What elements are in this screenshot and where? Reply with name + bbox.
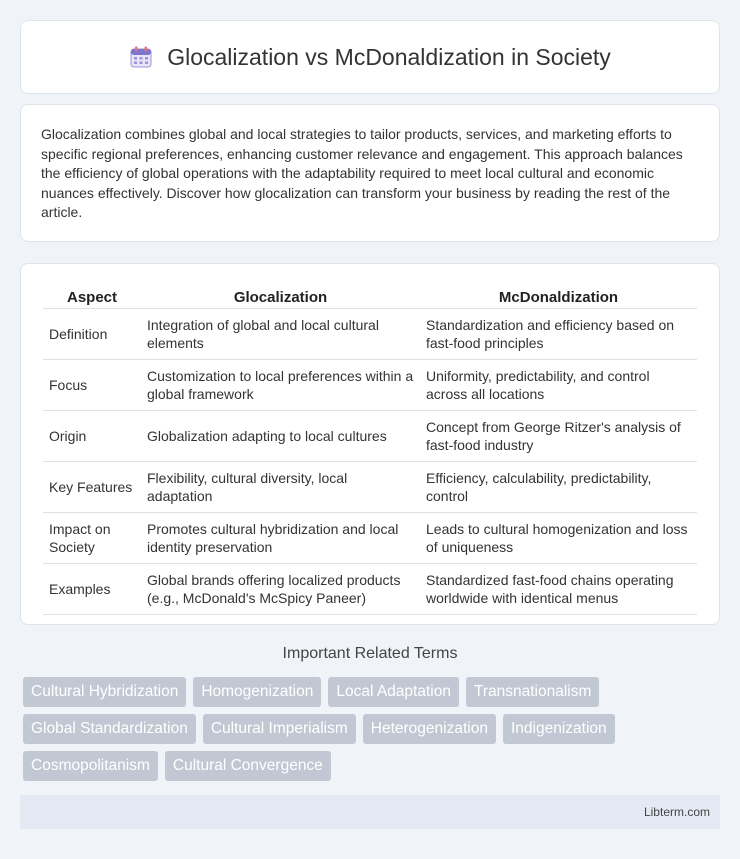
cell-aspect: Examples <box>43 564 141 615</box>
cell-glocalization: Customization to local preferences within a global framework <box>141 360 420 411</box>
related-term-tag[interactable]: Local Adaptation <box>328 677 459 707</box>
cell-aspect: Definition <box>43 309 141 360</box>
cell-glocalization: Global brands offering localized products (e.g., McDonald's McSpicy Paneer) <box>141 564 420 615</box>
table-row <box>43 513 697 564</box>
related-terms-list <box>23 677 723 788</box>
cell-glocalization: Promotes cultural hybridization and local identity preservation <box>141 513 420 564</box>
related-term-tag[interactable]: Heterogenization <box>363 714 496 744</box>
header-aspect: Aspect <box>43 284 141 309</box>
intro-text: Glocalization combines global and local strategies to tailor products, services, and marketing efforts to specific regional preferences, enhancing customer relevance and engagement. This approach balances the efficiency of global operations with the adaptability required to meet local cultural and economic nuances effectively. Discover how glocalization can transform your business by reading the rest of the article. <box>41 126 683 221</box>
cell-aspect: Focus <box>43 360 141 411</box>
comparison-table <box>43 284 697 615</box>
related-terms-title: Important Related Terms <box>282 645 458 662</box>
cell-mcdonaldization: Leads to cultural homogenization and loss of uniqueness <box>420 513 697 564</box>
cell-aspect: Origin <box>43 411 141 462</box>
table-row <box>43 411 697 462</box>
table-row <box>43 360 697 411</box>
related-term-tag[interactable]: Homogenization <box>193 677 321 707</box>
cell-aspect: Key Features <box>43 462 141 513</box>
table-row <box>43 564 697 615</box>
cell-aspect: Impact on Society <box>43 513 141 564</box>
cell-glocalization: Flexibility, cultural diversity, local adaptation <box>141 462 420 513</box>
footer-site-link[interactable]: Libterm.com <box>643 805 710 819</box>
cell-mcdonaldization: Standardization and efficiency based on fast-food principles <box>420 309 697 360</box>
table-row <box>43 309 697 360</box>
cell-mcdonaldization: Standardized fast-food chains operating worldwide with identical menus <box>420 564 697 615</box>
related-term-tag[interactable]: Global Standardization <box>23 714 196 744</box>
related-term-tag[interactable]: Cosmopolitanism <box>23 751 158 781</box>
related-term-tag[interactable]: Indigenization <box>503 714 615 744</box>
cell-mcdonaldization: Efficiency, calculability, predictability, control <box>420 462 697 513</box>
footer <box>20 795 720 829</box>
calendar-icon <box>129 45 153 69</box>
cell-glocalization: Integration of global and local cultural elements <box>141 309 420 360</box>
intro-card <box>20 104 720 242</box>
cell-glocalization: Globalization adapting to local cultures <box>141 411 420 462</box>
related-term-tag[interactable]: Cultural Imperialism <box>203 714 356 744</box>
header-mcdonaldization: McDonaldization <box>420 284 697 309</box>
table-row <box>43 462 697 513</box>
title-card <box>20 20 720 94</box>
header-glocalization: Glocalization <box>141 284 420 309</box>
page-title: Glocalization vs McDonaldization in Society <box>167 43 611 70</box>
related-term-tag[interactable]: Cultural Convergence <box>165 751 331 781</box>
table-header-row <box>43 284 697 309</box>
related-term-tag[interactable]: Cultural Hybridization <box>23 677 186 707</box>
cell-mcdonaldization: Concept from George Ritzer's analysis of fast-food industry <box>420 411 697 462</box>
related-term-tag[interactable]: Transnationalism <box>466 677 599 707</box>
cell-mcdonaldization: Uniformity, predictability, and control across all locations <box>420 360 697 411</box>
comparison-card <box>20 263 720 625</box>
